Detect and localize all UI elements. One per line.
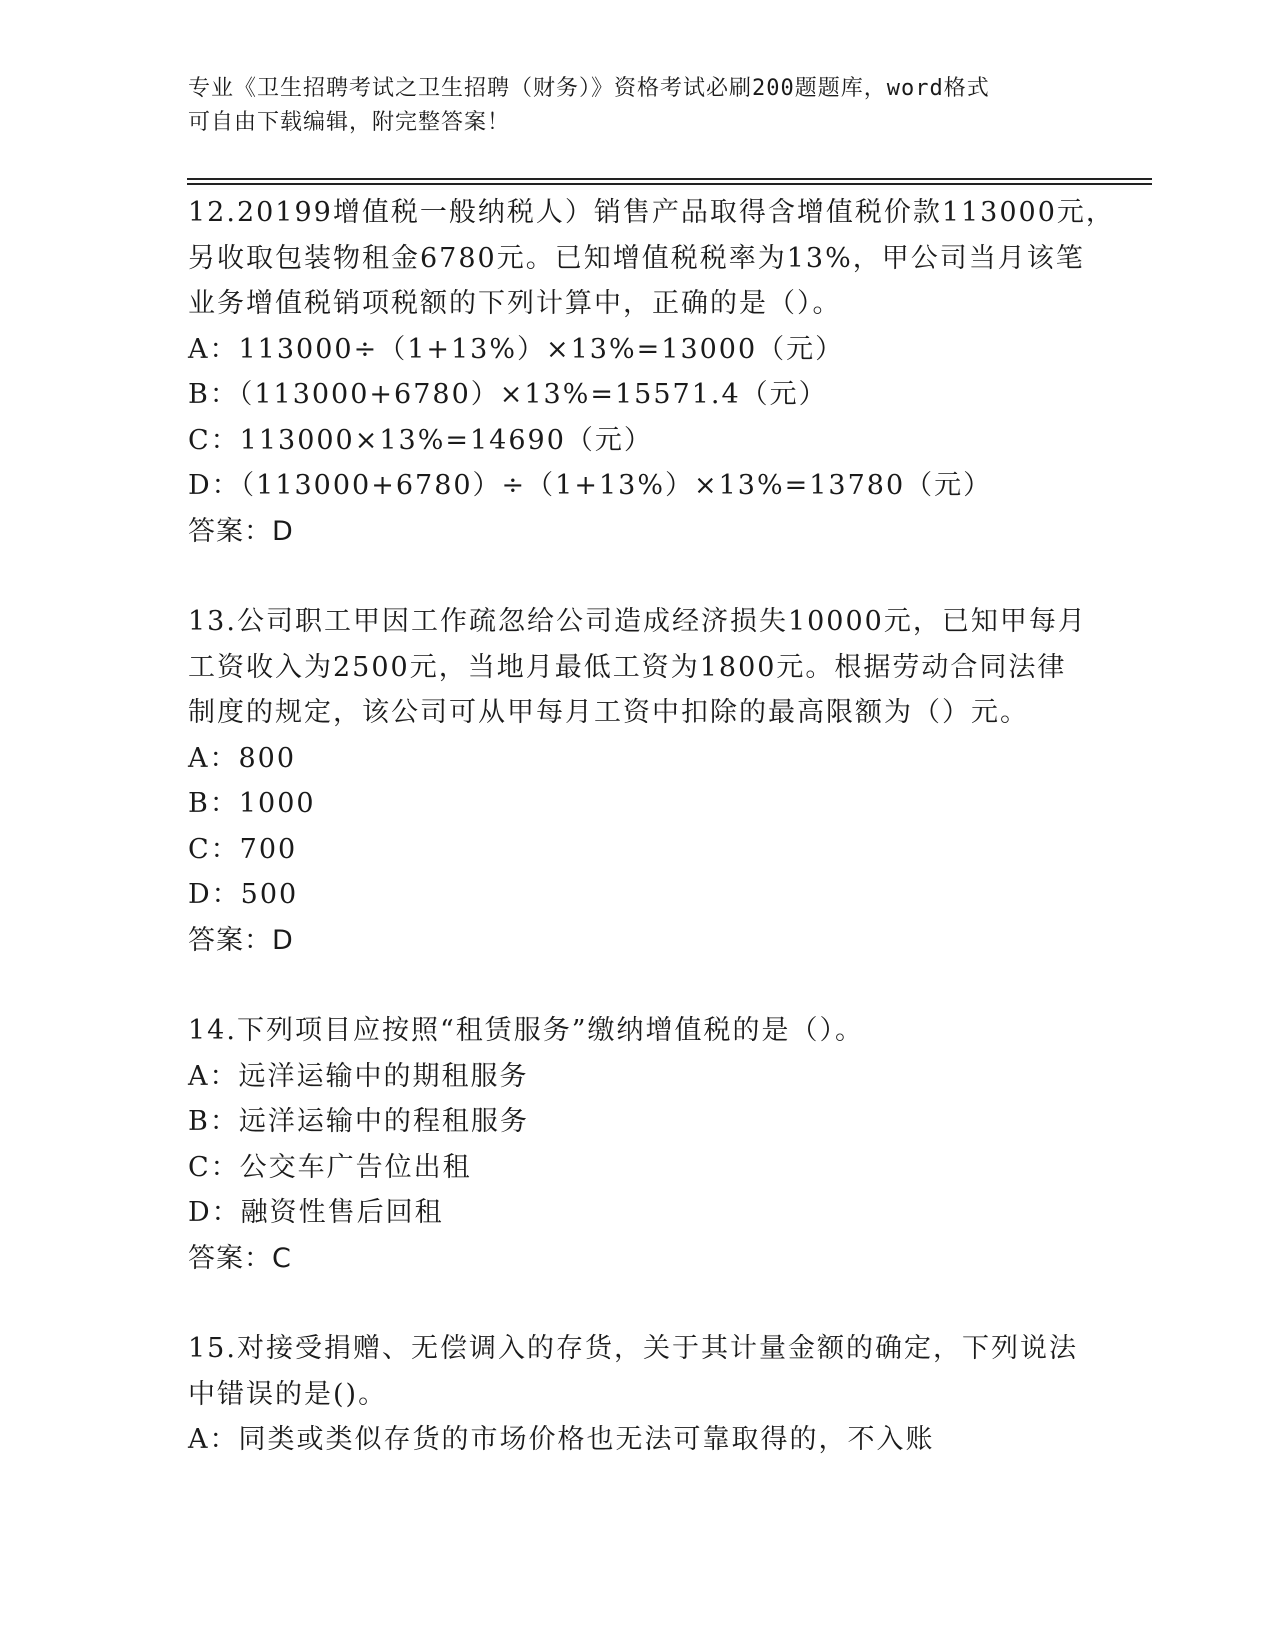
question-12 [188,190,1115,554]
stem-line: 13.公司职工甲因工作疏忽给公司造成经济损失10000元，已知甲每月 [188,606,1087,637]
answer-label: 答案：D [188,924,294,956]
question-14 [188,1008,1088,1281]
question-15 [188,1326,1088,1463]
question-stem [188,1008,1088,1054]
option-b: B：（113000+6780）×13%=15571.4（元） [188,379,828,410]
document-header [188,72,1068,140]
option-d: D：（113000+6780）÷（1+13%）×13%=13780（元） [188,470,993,501]
question-spacer [188,554,1088,599]
question-stem [188,190,1115,327]
stem-line: 15.对接受捐赠、无偿调入的存货，关于其计量金额的确定，下列说法 [188,1333,1078,1364]
answer-label: 答案：D [188,515,294,547]
question-stem [188,599,1088,736]
question-list [188,190,1115,1463]
option-c: C：700 [188,833,298,865]
option-a: A：远洋运输中的期租服务 [188,1060,529,1092]
option-a: A：同类或类似存货的市场价格也无法可靠取得的，不入账 [188,1424,935,1455]
header-line-2: 可自由下载编辑，附完整答案！ [188,110,511,135]
option-c: C：公交车广告位出租 [188,1151,472,1183]
option-d: D：融资性售后回租 [188,1197,444,1228]
header-divider-top [187,178,1152,180]
option-b: B：1000 [188,788,316,819]
header-line-1: 专业《卫生招聘考试之卫生招聘（财务）》资格考试必刷200题题库，word格式 [188,76,990,101]
question-spacer [188,963,1088,1008]
option-d: D：500 [188,879,299,910]
answer-label: 答案：C [188,1242,292,1274]
stem-line: 业务增值税销项税额的下列计算中，正确的是（）。 [188,288,842,319]
stem-line: 14.下列项目应按照“租赁服务”缴纳增值税的是（）。 [188,1015,865,1046]
stem-line: 制度的规定，该公司可从甲每月工资中扣除的最高限额为（）元。 [188,697,1029,728]
stem-line: 另收取包装物租金6780元。已知增值税税率为13%，甲公司当月该笔 [188,242,1085,274]
option-c: C：113000×13%=14690（元） [188,424,653,456]
question-stem [188,1326,1088,1417]
option-b: B：远洋运输中的程租服务 [188,1106,529,1137]
stem-line: 中错误的是()。 [188,1378,388,1410]
option-a: A：113000÷（1+13%）×13%=13000（元） [188,333,845,365]
stem-line: 12.20199增值税一般纳税人）销售产品取得含增值税价款113000元， [188,197,1115,228]
stem-line: 工资收入为2500元，当地月最低工资为1800元。根据劳动合同法律 [188,651,1067,683]
option-a: A：800 [188,742,297,774]
header-divider-bottom [187,183,1152,185]
question-13 [188,599,1088,963]
question-spacer [188,1281,1088,1326]
